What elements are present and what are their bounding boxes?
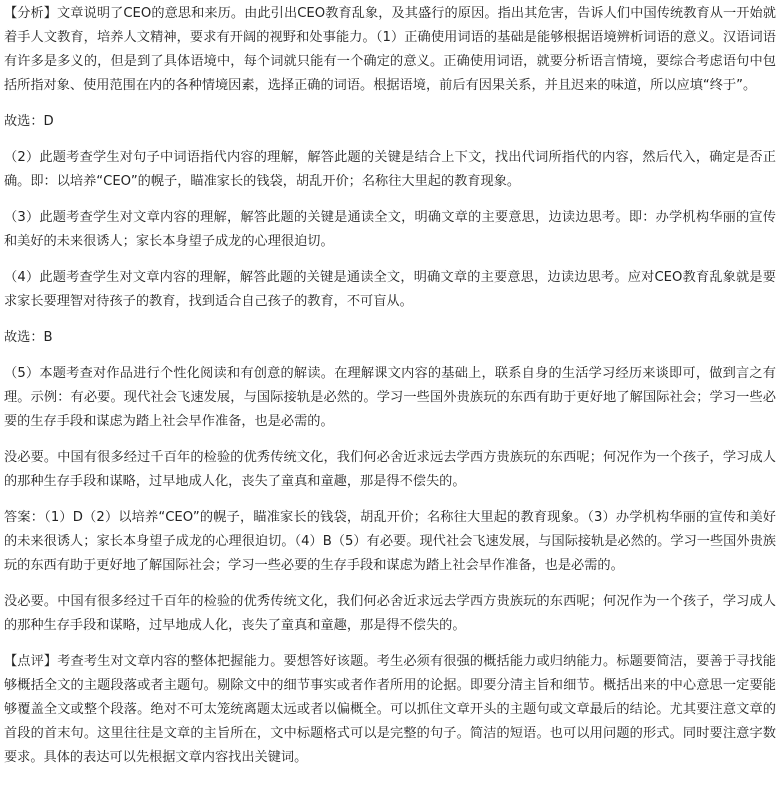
question-5-counterpoint: 没必要。中国有很多经过千百年的检验的优秀传统文化，我们何必舍近求远去学西方贵族玩的东西呢；何况作为一个孩子，学习成人的那种生存手段和谋略，过早地成人化，丧失了童真和童趣，那是得不偿失的。 [4, 450, 776, 489]
answer-summary: 答案：（1）D（2）以培养“CEO”的幌子，瞄准家长的钱袋，胡乱开价；名称往大里起的教育现象。（3）办学机构华丽的宣传和美好的未来很诱人；家长本身望子成龙的心理很迫切。（4）B（5）有必要。现代社会飞速发展，与国际接轨是必然的。学习一些国外贵族玩的东西有助于更好地了解国际社会；学习一些必要的生存手段和谋虑为踏上社会早作准备，也是必需的。 [4, 510, 776, 573]
paragraph-spacer [4, 254, 776, 266]
question-5-explanation: （5）本题考查对作品进行个性化阅读和有创意的解读。在理解课文内容的基础上，联系自身的生活学习经历来谈即可，做到言之有理。示例：有必要。现代社会飞速发展，与国际接轨是必然的。学习一些国外贵族玩的东西有助于更好地了解国际社会；学习一些必要的生存手段和谋虑为踏上社会早作准备，也是必需的。 [4, 366, 776, 429]
answer-choice-q1: 故选：D [4, 114, 54, 129]
paragraph-spacer [4, 494, 776, 506]
question-2-explanation: （2）此题考查学生对句子中词语指代内容的理解，解答此题的关键是结合上下文，找出代词所指代的内容，然后代入，确定是否正确。即：以培养“CEO”的幌子，瞄准家长的钱袋，胡乱开价；名称往大里起的教育现象。 [4, 150, 776, 189]
paragraph-spacer [4, 434, 776, 446]
analysis-paragraph: 【分析】文章说明了CEO的意思和来历。由此引出CEO教育乱象，及其盛行的原因。指出其危害，告诉人们中国传统教育从一开始就着手人文教育，培养人文精神，要求有开阔的视野和处事能力。（1）正确使用词语的基础是能够根据语境辨析词语的意义。汉语词语有许多是多义的，但是到了具体语境中，每个词就只能有一个确定的意义。正确使用词语，就要分析语言情境，要综合考虑语句中包括所指对象、使用范围在内的各种情境因素，选择正确的词语。根据语境，前后有因果关系，并且迟来的味道，所以应填“终于”。 [4, 6, 776, 93]
paragraph-spacer [4, 134, 776, 146]
paragraph-spacer [4, 98, 776, 110]
question-3-explanation: （3）此题考查学生对文章内容的理解，解答此题的关键是通读全文，明确文章的主要意思，边读边思考。即：办学机构华丽的宣传和美好的未来很诱人；家长本身望子成龙的心理很迫切。 [4, 210, 776, 249]
paragraph-spacer [4, 194, 776, 206]
paragraph-spacer [4, 638, 776, 650]
answer-choice-q4: 故选：B [4, 330, 53, 345]
answer-summary-counterpoint: 没必要。中国有很多经过千百年的检验的优秀传统文化，我们何必舍近求远去学西方贵族玩的东西呢；何况作为一个孩子，学习成人的那种生存手段和谋略，过早地成人化，丧失了童真和童趣，那是得不偿失的。 [4, 594, 776, 633]
commentary-paragraph: 【点评】考查考生对文章内容的整体把握能力。要想答好该题。考生必须有很强的概括能力或归纳能力。标题要简洁，要善于寻找能够概括全文的主题段落或者主题句。剔除文中的细节事实或者作者所用的论据。即要分清主旨和细节。概括出来的中心意思一定要能够覆盖全文或整个段落。绝对不可太笼统离题太远或者以偏概全。可以抓住文章开头的主题句或文章最后的结论。尤其要注意文章的首段的首末句。这里往往是文章的主旨所在，文中标题格式可以是完整的句子。简洁的短语。也可以用问题的形式。同时要注意字数要求。具体的表达可以先根据文章内容找出关键词。 [4, 654, 776, 765]
paragraph-spacer [4, 314, 776, 326]
question-4-explanation: （4）此题考查学生对文章内容的理解，解答此题的关键是通读全文，明确文章的主要意思，边读边思考。应对CEO教育乱象就是要求家长要理智对待孩子的教育，找到适合自己孩子的教育，不可盲从。 [4, 270, 776, 309]
paragraph-spacer [4, 578, 776, 590]
paragraph-spacer [4, 350, 776, 362]
